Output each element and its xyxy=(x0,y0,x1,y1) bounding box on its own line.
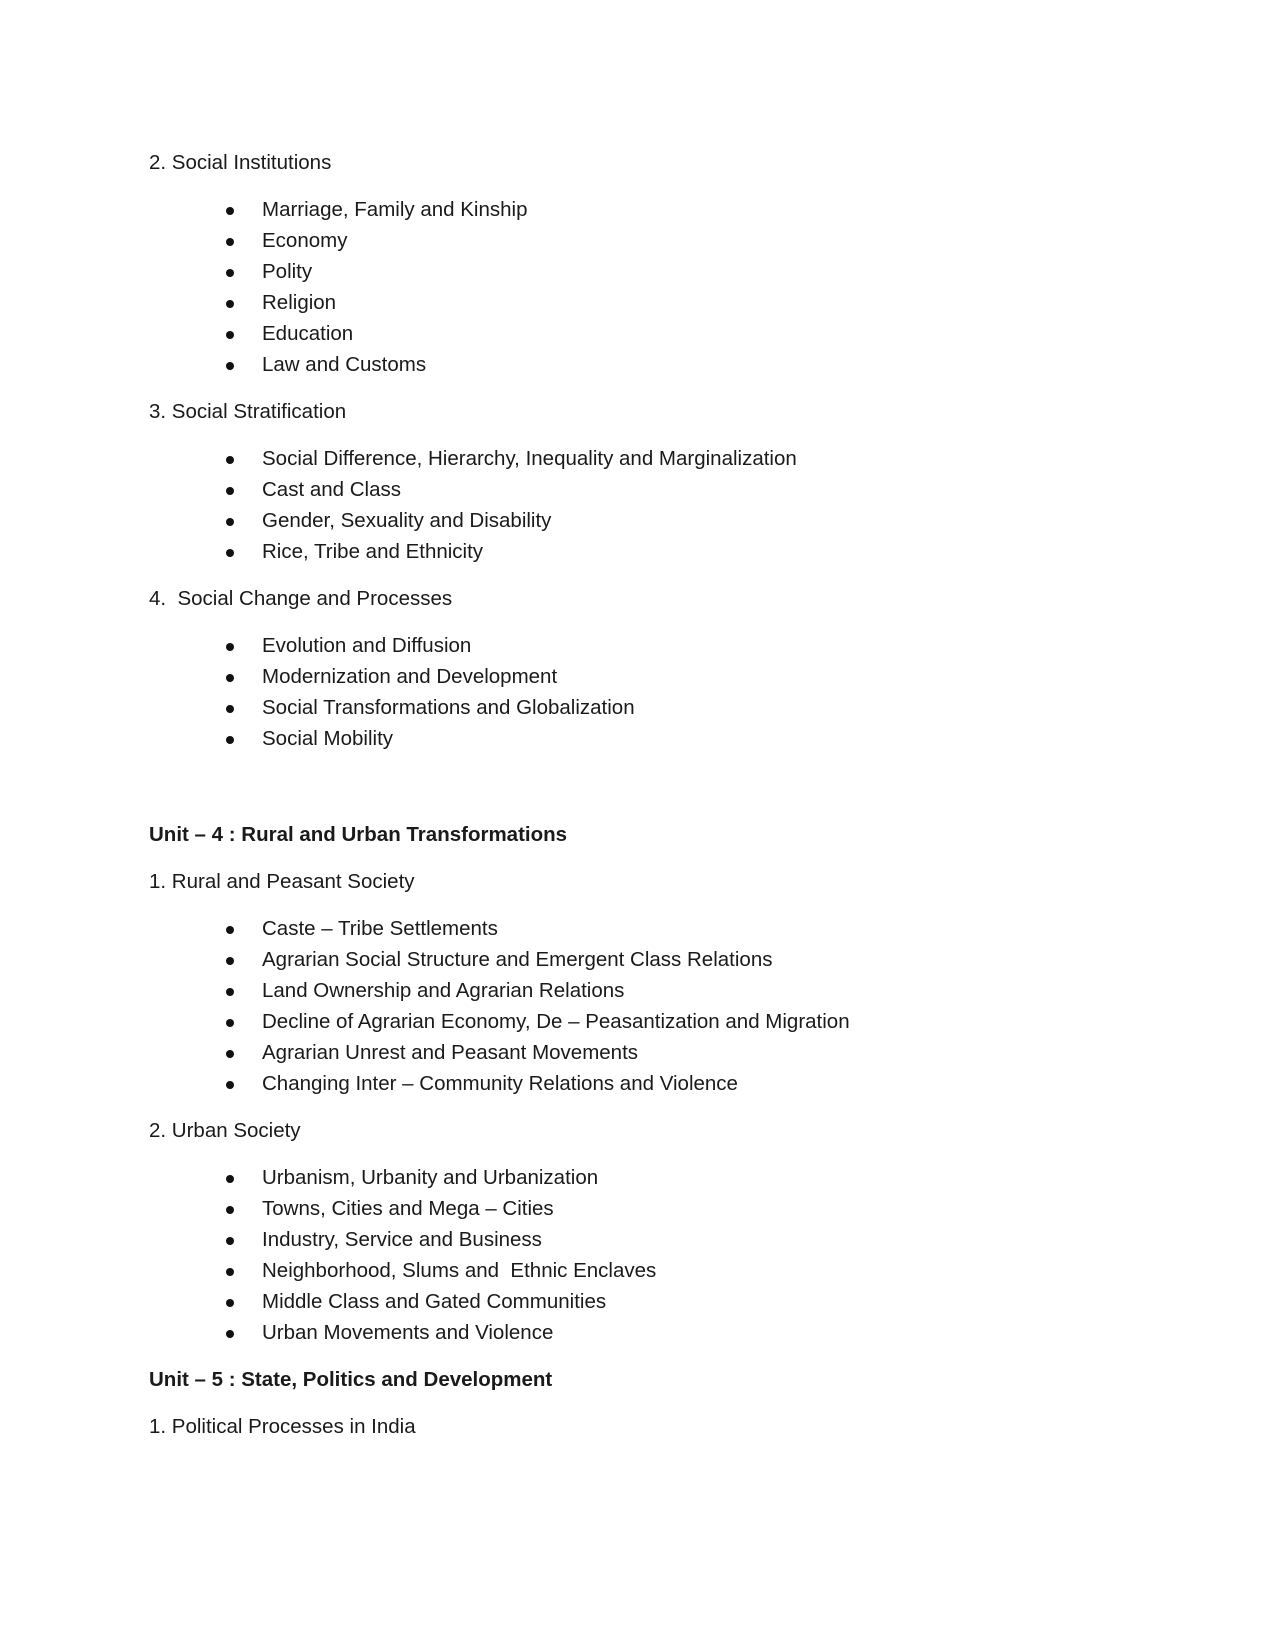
bullet-icon xyxy=(226,988,234,996)
bullet-icon xyxy=(226,957,234,965)
list-item: Evolution and Diffusion xyxy=(262,634,472,657)
list-item: Agrarian Unrest and Peasant Movements xyxy=(262,1041,639,1064)
bullet-icon xyxy=(226,1206,234,1214)
list-item: Marriage, Family and Kinship xyxy=(262,198,528,221)
list-item: Changing Inter – Community Relations and Violence xyxy=(262,1072,738,1095)
section-heading: 2. Social Institutions xyxy=(149,151,332,174)
section-heading: 4. Social Change and Processes xyxy=(149,587,453,610)
list-item: Social Mobility xyxy=(262,727,394,750)
bullet-icon xyxy=(226,331,234,339)
bullet-icon xyxy=(226,1175,234,1183)
bullet-icon xyxy=(226,549,234,557)
list-item: Law and Customs xyxy=(262,353,427,376)
bullet-icon xyxy=(226,1330,234,1338)
list-item: Polity xyxy=(262,260,313,283)
bullet-icon xyxy=(226,456,234,464)
bullet-icon xyxy=(226,269,234,277)
section-heading: 1. Political Processes in India xyxy=(149,1415,416,1438)
list-item: Modernization and Development xyxy=(262,665,558,688)
list-item: Cast and Class xyxy=(262,478,402,501)
bullet-icon xyxy=(226,518,234,526)
bullet-icon xyxy=(226,674,234,682)
bullet-icon xyxy=(226,643,234,651)
section-heading: 3. Social Stratification xyxy=(149,400,347,423)
list-item: Education xyxy=(262,322,354,345)
list-item: Agrarian Social Structure and Emergent Class Relations xyxy=(262,948,773,971)
bullet-icon xyxy=(226,207,234,215)
section-heading: 2. Urban Society xyxy=(149,1119,301,1142)
list-item: Social Difference, Hierarchy, Inequality and Marginalization xyxy=(262,447,797,470)
list-item: Gender, Sexuality and Disability xyxy=(262,509,552,532)
bullet-icon xyxy=(226,1050,234,1058)
bullet-icon xyxy=(226,1019,234,1027)
bullet-icon xyxy=(226,736,234,744)
list-item: Urban Movements and Violence xyxy=(262,1321,554,1344)
list-item: Rice, Tribe and Ethnicity xyxy=(262,540,484,563)
list-item: Towns, Cities and Mega – Cities xyxy=(262,1197,554,1220)
list-item: Economy xyxy=(262,229,348,252)
bullet-icon xyxy=(226,300,234,308)
list-item: Caste – Tribe Settlements xyxy=(262,917,498,940)
bullet-icon xyxy=(226,487,234,495)
bullet-icon xyxy=(226,1299,234,1307)
list-item: Land Ownership and Agrarian Relations xyxy=(262,979,625,1002)
section-heading: 1. Rural and Peasant Society xyxy=(149,870,415,893)
list-item: Decline of Agrarian Economy, De – Peasantization and Migration xyxy=(262,1010,850,1033)
bullet-icon xyxy=(226,362,234,370)
bullet-icon xyxy=(226,1237,234,1245)
list-item: Middle Class and Gated Communities xyxy=(262,1290,607,1313)
bullet-icon xyxy=(226,705,234,713)
bullet-icon xyxy=(226,926,234,934)
bullet-icon xyxy=(226,238,234,246)
list-item: Neighborhood, Slums and Ethnic Enclaves xyxy=(262,1259,657,1282)
list-item: Industry, Service and Business xyxy=(262,1228,542,1251)
list-item: Urbanism, Urbanity and Urbanization xyxy=(262,1166,599,1189)
bullet-icon xyxy=(226,1081,234,1089)
list-item: Religion xyxy=(262,291,337,314)
bullet-icon xyxy=(226,1268,234,1276)
unit-title: Unit – 5 : State, Politics and Development xyxy=(149,1368,553,1391)
list-item: Social Transformations and Globalization xyxy=(262,696,635,719)
unit-title: Unit – 4 : Rural and Urban Transformations xyxy=(149,823,568,846)
